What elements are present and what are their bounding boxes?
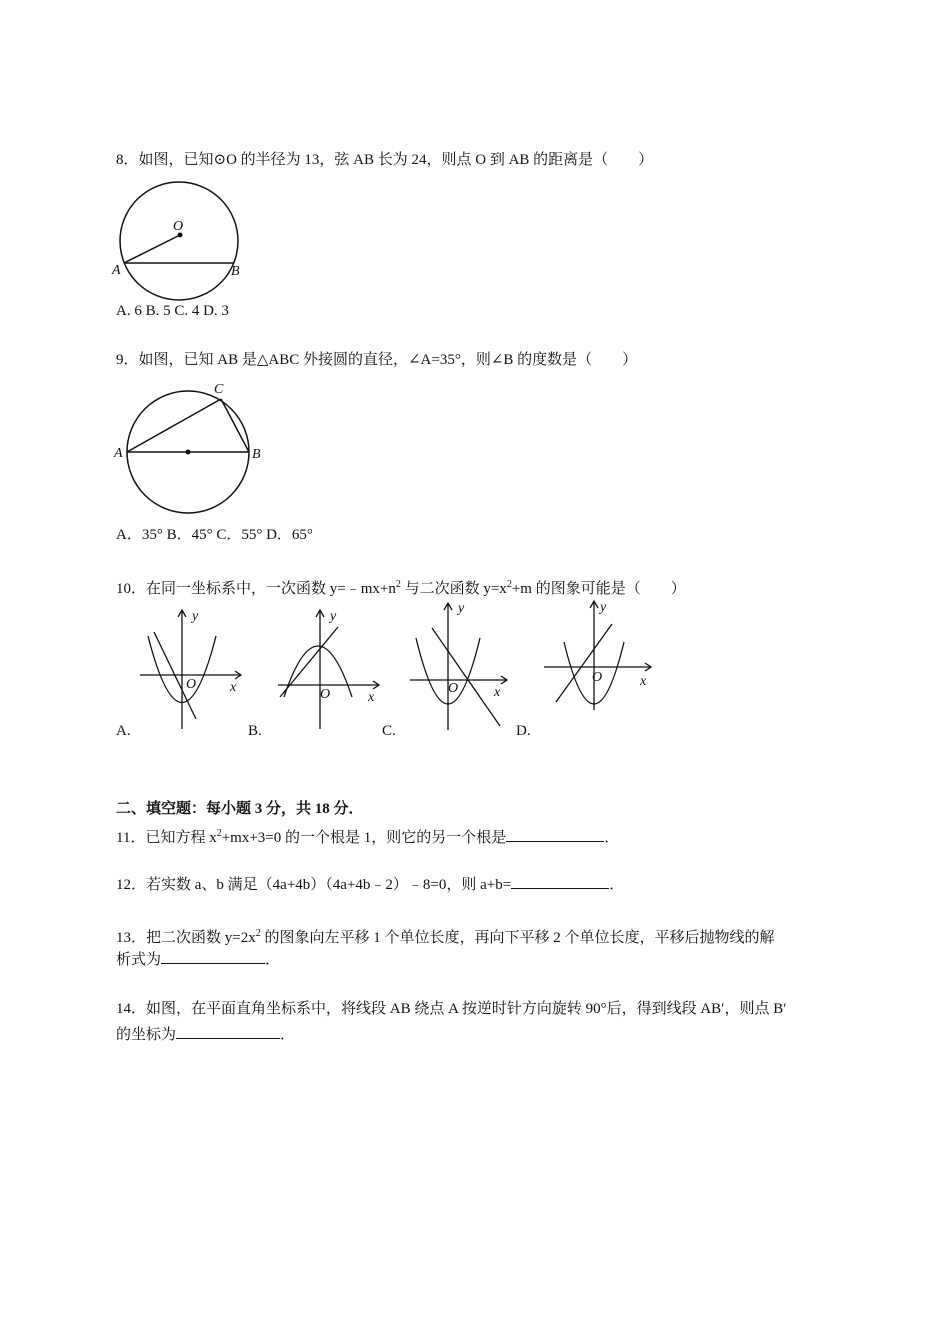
center-point (186, 450, 191, 455)
side-cb (221, 399, 249, 452)
label-a: A (114, 446, 123, 461)
q10-graph-a (138, 605, 248, 733)
q13-answer-blank[interactable] (161, 949, 265, 964)
q9-stem: 9．如图，已知 AB 是△ABC 外接圆的直径，∠A=35°，则∠B 的度数是（ ） (116, 352, 638, 368)
svg-text:y: y (600, 600, 607, 615)
q9-options: A．35° B．45° C．55° D．65° (116, 527, 313, 543)
svg-text:x: x (640, 674, 647, 689)
q14-line2: 的坐标为 ． (116, 1024, 295, 1045)
q10-choice-b: B. (248, 723, 262, 739)
q10-graph-c (408, 598, 518, 733)
svg-text:x: x (368, 690, 375, 705)
q12-answer-blank[interactable] (511, 874, 609, 889)
label-b: B (252, 447, 261, 462)
svg-text:O: O (448, 681, 459, 696)
svg-text:y: y (330, 609, 337, 624)
svg-text:x: x (230, 680, 237, 695)
circle-o (120, 182, 238, 300)
label-b: B (231, 264, 240, 279)
q10-choice-c: C. (382, 723, 396, 739)
q10-graph-b (276, 605, 386, 733)
svg-text:O: O (186, 677, 197, 692)
q8-options: A. 6 B. 5 C. 4 D. 3 (116, 303, 229, 319)
label-o: O (173, 219, 184, 234)
q10-stem: 10．在同一坐标系中，一次函数 $y=﹣mx+n^2$ 与二次函数 $y=x^2+m$ 的图象可能是（ ） (116, 579, 686, 597)
q13-line2: 析式为 ． (116, 949, 280, 970)
q8-stem: 8．如图，已知⊙O 的半径为 13，弦 AB 长为 24，则点 O 到 AB 的距离是（ ） (116, 152, 654, 168)
label-c: C (214, 382, 224, 397)
q14-line1: 14．如图，在平面直角坐标系中，将线段 AB 绕点 A 按逆时针方向旋转 90°后，得到线段 AB′，则点 B′ (116, 1001, 787, 1017)
q13-line1: 13．把二次函数 $y=2x^2$ 的图象向左平移 1 个单位长度，再向下平移 2 个单位长度，平移后抛物线的解 (116, 928, 775, 946)
svg-text:O: O (320, 687, 331, 702)
svg-text:y: y (458, 601, 465, 616)
side-ac (127, 399, 221, 452)
q10-choice-a: A. (116, 723, 131, 739)
q10-graph-d (540, 598, 655, 720)
svg-text:O: O (592, 670, 603, 685)
q9-circle-figure (110, 378, 270, 518)
q12-text: 12．若实数 a、b 满足（4a+4b）（4a+4b﹣2）﹣8=0，则 a+b= ． (116, 874, 624, 895)
section2-heading: 二、填空题：每小题 3 分，共 18 分． (116, 801, 364, 817)
radius-oa (124, 235, 180, 263)
q8-circle-figure (110, 184, 250, 298)
q14-answer-blank[interactable] (176, 1024, 280, 1039)
label-a: A (112, 263, 121, 278)
q10-choice-d: D. (516, 723, 531, 739)
svg-text:x: x (494, 685, 501, 700)
svg-text:y: y (192, 609, 199, 624)
q11-text: 11．已知方程 $x^2+mx+3=0$ 的一个根是 1，则它的另一个根是 ． (116, 828, 620, 846)
q11-answer-blank[interactable] (506, 827, 604, 842)
